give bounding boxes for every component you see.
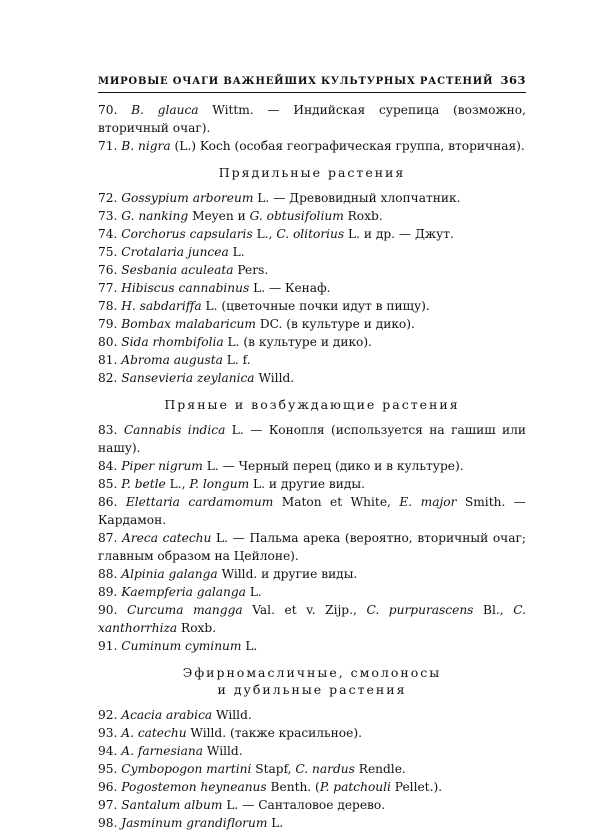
species-entry [98,529,526,565]
entry-number: 91. [98,639,118,653]
entry-number: 92. [98,708,118,722]
page-number: 363 [500,73,526,87]
entry-text: Willd. [212,708,252,722]
species-entry [98,760,526,778]
entry-text: L. — Конопля (используется на гашиш или нашу). [98,423,527,455]
latin-name: Crotalaria juncea [121,245,229,259]
entry-text: Wittm. — Индийская сурепица (возможно, вторичный очаг). [98,103,526,135]
species-entry [98,101,526,137]
species-entry [98,315,526,333]
entry-number: 94. [98,744,118,758]
species-entry [98,742,526,760]
section-heading [98,396,526,413]
entry-text: L. (в культуре и дико). [223,335,373,349]
entry-number: 96. [98,780,118,794]
entry-text: Willd. [203,744,243,758]
section-heading [98,664,526,698]
species-entry [98,351,526,369]
latin-name: Gossypium arboreum [121,191,254,205]
entry-text: Smith. — Кардамон. [98,495,526,527]
species-entry [98,583,526,601]
entry-number: 75. [98,245,118,259]
entry-text: Meyen и [188,209,250,223]
species-entry [98,601,526,637]
latin-name: P. betle [121,477,166,491]
species-entry [98,796,526,814]
entry-number: 82. [98,371,118,385]
entry-text: Benth. ( [266,780,320,794]
entry-number: 88. [98,567,118,581]
latin-name: B. glauca [131,103,199,117]
entry-number: 93. [98,726,118,740]
species-entry [98,457,526,475]
entry-text: L., [165,477,190,491]
species-entry [98,297,526,315]
latin-name: P. patchouli [319,780,391,794]
entry-number: 89. [98,585,118,599]
entry-text: L. — Черный перец (дико и в культуре). [202,459,464,473]
page-content [98,101,526,832]
species-entry [98,493,526,529]
latin-name: E. major [399,495,457,509]
latin-name: Kaempferia galanga [121,585,246,599]
latin-name: C. purpurascens [366,603,474,617]
species-entry [98,333,526,351]
latin-name: Jasminum grandiflorum [121,816,268,830]
latin-name: C. xanthorrhiza [98,603,526,635]
section-heading-line: Пряные и возбуждающие растения [164,397,460,412]
latin-name: Cuminum cyminum [121,639,242,653]
entry-number: 90. [98,603,118,617]
entry-number: 98. [98,816,118,830]
section-heading-line: Эфирномасличные, смолоносы [182,665,442,680]
section-heading [98,164,526,181]
entry-text: Bl., [473,603,514,617]
section-heading-line: Прядильные растения [218,165,406,180]
entry-text: L. (цветочные почки идут в пищу). [201,299,430,313]
entry-text: Pers. [233,263,269,277]
species-entry [98,778,526,796]
latin-name: Sansevieria zeylanica [121,371,255,385]
entry-number: 86. [98,495,118,509]
species-entry [98,421,526,457]
species-entry [98,369,526,387]
latin-name: C. nardus [295,762,355,776]
entry-number: 78. [98,299,118,313]
latin-name: H. sabdariffa [121,299,202,313]
species-entry [98,475,526,493]
species-entry [98,279,526,297]
entry-text: Pellet.). [390,780,443,794]
entry-number: 95. [98,762,118,776]
entry-number: 97. [98,798,118,812]
entry-number: 72. [98,191,118,205]
entry-text: Val. et v. Zijp., [242,603,367,617]
latin-name: A. catechu [121,726,187,740]
entry-number: 87. [98,531,118,545]
entry-text: Willd. (также красильное). [186,726,362,740]
entry-text: DC. (в культуре и дико). [255,317,415,331]
species-entry [98,189,526,207]
entry-text: L. — Кенаф. [249,281,331,295]
entry-number: 76. [98,263,118,277]
entry-text: Roxb. [343,209,383,223]
latin-name: Cannabis indica [123,423,226,437]
section-heading-line: и дубильные растения [217,682,407,697]
latin-name: Piper nigrum [121,459,203,473]
latin-name: Abroma augusta [121,353,223,367]
entry-text: Rendle. [354,762,406,776]
entry-text: L. [241,639,258,653]
latin-name: G. obtusifolium [249,209,344,223]
latin-name: Elettaria cardamomum [125,495,274,509]
entry-text: L., [252,227,277,241]
species-entry [98,207,526,225]
latin-name: Curcuma mangga [127,603,243,617]
latin-name: G. nanking [121,209,189,223]
latin-name: Alpinia galanga [121,567,218,581]
species-entry [98,706,526,724]
entry-text: Maton et White, [273,495,400,509]
species-entry [98,565,526,583]
section [98,164,526,387]
entry-number: 71. [98,139,118,153]
entry-text: Stapf, [251,762,296,776]
species-entry [98,261,526,279]
entry-text: L. [245,585,262,599]
entry-number: 73. [98,209,118,223]
species-entry [98,814,526,832]
latin-name: Sida rhombifolia [121,335,224,349]
entry-text: L. — Санталовое дерево. [222,798,386,812]
species-entry [98,243,526,261]
species-entry [98,137,526,155]
latin-name: Hibiscus cannabinus [121,281,250,295]
header-rule [98,92,526,93]
latin-name: Santalum album [121,798,223,812]
entry-text: L. f. [222,353,251,367]
entry-text: Roxb. [177,621,217,635]
latin-name: Acacia arabica [121,708,213,722]
entry-number: 84. [98,459,118,473]
entry-text: L. [267,816,284,830]
entry-number: 74. [98,227,118,241]
running-title: МИРОВЫЕ ОЧАГИ ВАЖНЕЙШИХ КУЛЬТУРНЫХ РАСТЕНИЙ [98,76,494,87]
latin-name: Corchorus capsularis [121,227,253,241]
running-header [98,73,526,87]
entry-text: Willd. и другие виды. [217,567,358,581]
latin-name: Bombax malabaricum [121,317,256,331]
section [98,101,526,155]
entry-number: 70. [98,103,118,117]
entry-text: L. и др. — Джут. [344,227,454,241]
entry-text: (L.) Koch (особая географическая группа, вторичная). [170,139,525,153]
latin-name: Pogostemon heyneanus [121,780,267,794]
entry-number: 79. [98,317,118,331]
entry-number: 81. [98,353,118,367]
entry-text: L. и другие виды. [249,477,365,491]
latin-name: Areca catechu [122,531,212,545]
entry-text: L. — Пальма арека (вероятно, вторичный очаг; главным образом на Цейлоне). [98,531,526,563]
entry-text: Willd. [254,371,295,385]
latin-name: Sesbania aculeata [121,263,234,277]
entry-number: 83. [98,423,118,437]
entry-number: 77. [98,281,118,295]
species-entry [98,724,526,742]
latin-name: A. farnesiana [121,744,204,758]
latin-name: B. nigra [121,139,171,153]
entry-text: L. [228,245,245,259]
entry-number: 80. [98,335,118,349]
species-entry [98,637,526,655]
latin-name: Cymbopogon martini [121,762,252,776]
latin-name: C. olitorius [276,227,345,241]
entry-text: L. — Древовидный хлопчатник. [253,191,461,205]
section [98,664,526,832]
species-entry [98,225,526,243]
section [98,396,526,655]
entry-number: 85. [98,477,118,491]
latin-name: P. longum [189,477,250,491]
